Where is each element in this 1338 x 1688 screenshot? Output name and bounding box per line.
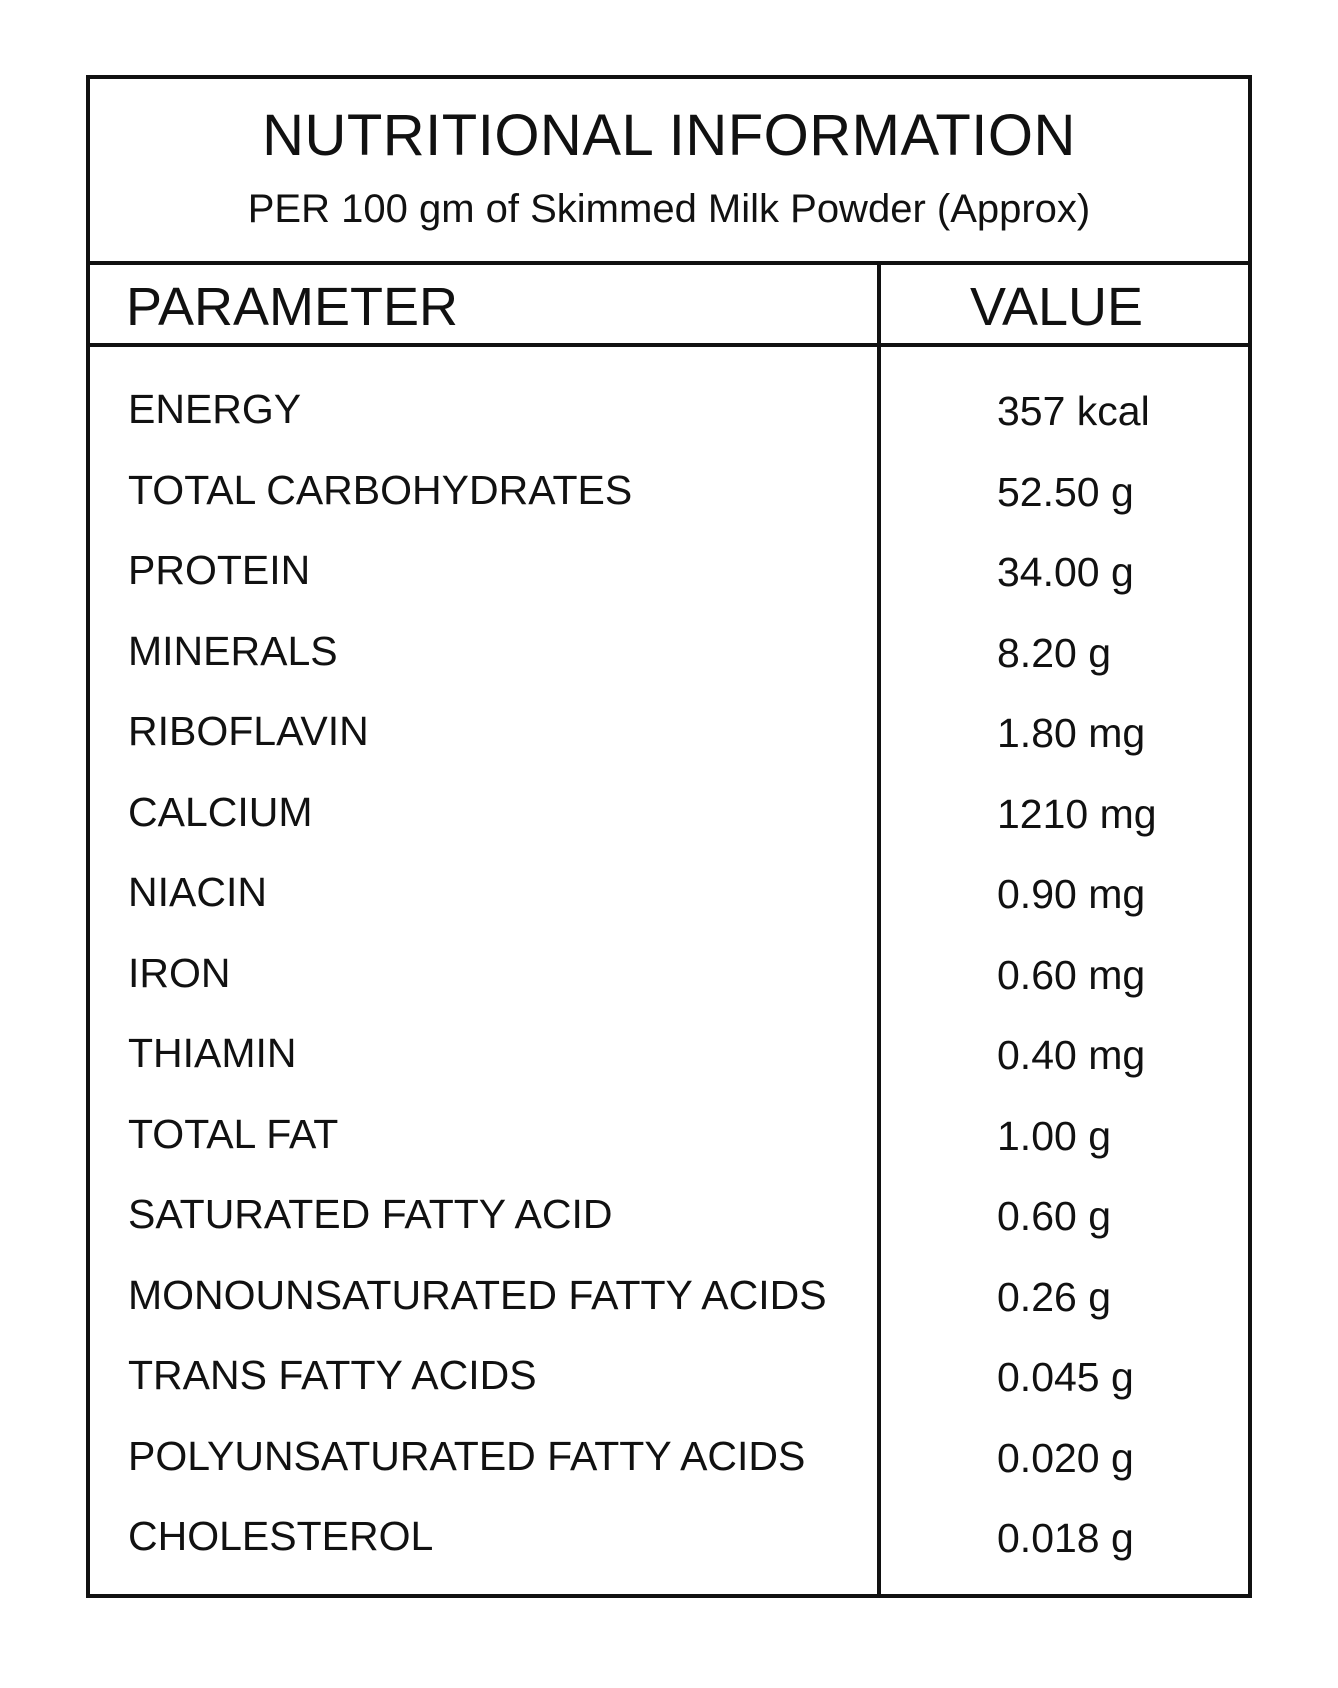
value-cell: 0.020 g bbox=[997, 1434, 1134, 1481]
parameter-cell: CALCIUM bbox=[128, 788, 313, 835]
parameter-cell: CHOLESTEROL bbox=[128, 1513, 434, 1559]
parameter-cell: NIACIN bbox=[128, 869, 267, 915]
value-cell: 0.60 g bbox=[997, 1193, 1111, 1239]
parameter-cell: ENERGY bbox=[128, 386, 302, 432]
table-row bbox=[90, 460, 1248, 541]
table-row bbox=[90, 1506, 1248, 1587]
value-cell: 1.80 mg bbox=[997, 710, 1146, 756]
column-header-parameter: PARAMETER bbox=[126, 277, 459, 337]
value-cell: 0.40 mg bbox=[997, 1032, 1146, 1078]
table-row bbox=[90, 1184, 1248, 1265]
column-header-row bbox=[90, 265, 1248, 347]
parameter-cell: TOTAL FAT bbox=[128, 1110, 339, 1157]
table-subtitle: PER 100 gm of Skimmed Milk Powder (Approx) bbox=[247, 187, 1091, 231]
table-title: NUTRITIONAL INFORMATION bbox=[262, 103, 1076, 168]
table-row bbox=[90, 701, 1248, 782]
table-row bbox=[90, 782, 1248, 863]
table-row bbox=[90, 943, 1248, 1024]
value-cell: 8.20 g bbox=[997, 629, 1111, 676]
parameter-cell: IRON bbox=[128, 949, 231, 996]
table-row bbox=[90, 1426, 1248, 1507]
value-cell: 0.018 g bbox=[997, 1515, 1134, 1561]
value-cell: 0.90 mg bbox=[997, 871, 1146, 917]
parameter-cell: RIBOFLAVIN bbox=[128, 708, 369, 754]
table-body bbox=[90, 379, 1248, 1587]
parameter-cell: SATURATED FATTY ACID bbox=[128, 1191, 613, 1237]
parameter-cell: MONOUNSATURATED FATTY ACIDS bbox=[128, 1271, 827, 1318]
nutrition-table bbox=[86, 75, 1252, 1598]
parameter-cell: PROTEIN bbox=[128, 547, 311, 593]
value-cell: 34.00 g bbox=[997, 549, 1134, 595]
table-row bbox=[90, 621, 1248, 702]
value-cell: 0.045 g bbox=[997, 1354, 1134, 1400]
parameter-cell: POLYUNSATURATED FATTY ACIDS bbox=[128, 1432, 806, 1479]
value-cell: 357 kcal bbox=[997, 388, 1150, 434]
value-cell: 0.26 g bbox=[997, 1273, 1111, 1320]
table-header bbox=[90, 79, 1248, 265]
parameter-cell: THIAMIN bbox=[128, 1030, 297, 1076]
table-row bbox=[90, 379, 1248, 460]
table-row bbox=[90, 540, 1248, 621]
table-row bbox=[90, 1265, 1248, 1346]
parameter-cell: MINERALS bbox=[128, 627, 338, 674]
value-cell: 1210 mg bbox=[997, 790, 1157, 837]
value-cell: 0.60 mg bbox=[997, 951, 1146, 998]
column-header-value: VALUE bbox=[970, 277, 1144, 337]
value-cell: 1.00 g bbox=[997, 1112, 1111, 1159]
value-cell: 52.50 g bbox=[997, 468, 1134, 515]
parameter-cell: TOTAL CARBOHYDRATES bbox=[128, 466, 633, 513]
table-row bbox=[90, 1345, 1248, 1426]
table-row bbox=[90, 1104, 1248, 1185]
table-row bbox=[90, 862, 1248, 943]
table-row bbox=[90, 1023, 1248, 1104]
parameter-cell: TRANS FATTY ACIDS bbox=[128, 1352, 537, 1398]
